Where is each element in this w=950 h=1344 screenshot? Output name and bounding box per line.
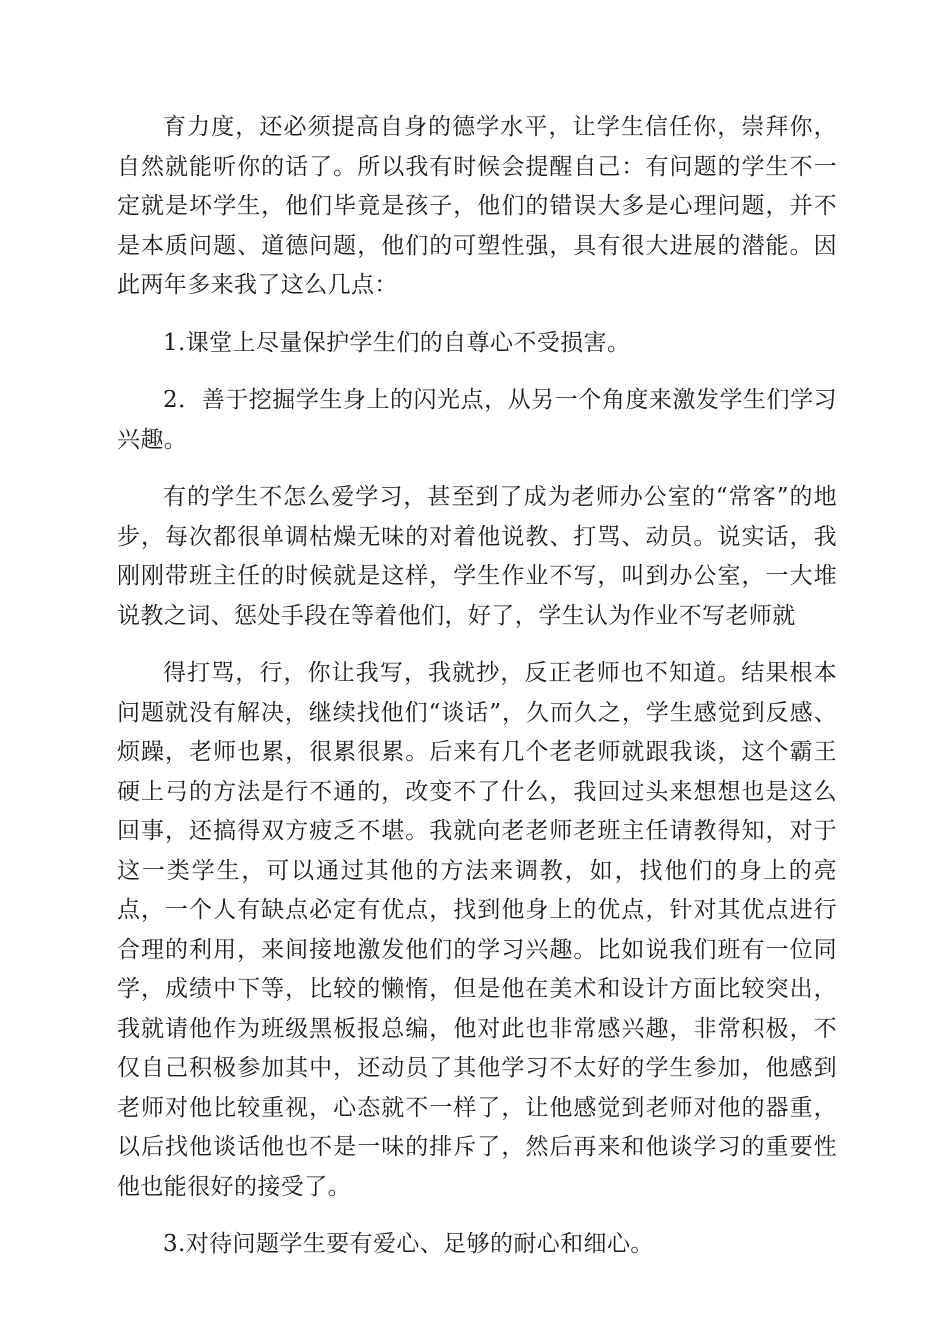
paragraph-intro: 育力度，还必须提高自身的德学水平，让学生信任你，崇拜你，自然就能听你的话了。所以我有时候会提醒自己：有问题的学生不一定就是坏学生，他们毕竟是孩子，他们的错误大多是心理问题，并不是本质问题、道德问题，他们的可塑性强，具有很大进展的潜能。因此两年多来我了这么几点： [117,114,837,298]
paragraph-point-3: 3.对待问题学生要有爱心、足够的耐心和细心。 [163,1231,654,1257]
document-body [117,108,837,1283]
paragraph-example-continued: 得打骂，行，你让我写，我就抄，反正老师也不知道。结果根本问题就没有解决，继续找他们“谈话”，久而久之，学生感觉到反感、烦躁，老师也累，很累很累。后来有几个老老师就跟我谈，这个霸王硬上弓的方法是行不通的，改变不了什么，我回过头来想想也是这么回事，还搞得双方疲乏不堪。我就向老老师老班主任请教得知，对于这一类学生，可以通过其他的方法来调教，如，找他们的身上的亮点，一个人有缺点必定有优点，找到他身上的优点，针对其优点进行合理的利用，来间接地激发他们的学习兴趣。比如说我们班有一位同学，成绩中下等，比较的懒惰，但是他在美术和设计方面比较突出，我就请他作为班级黑板报总编，他对此也非常感兴趣，非常积极，不仅自己积极参加其中，还动员了其他学习不太好的学生参加，他感到老师对他比较重视，心态就不一样了，让他感觉到老师对他的器重，以后找他谈话他也不是一味的排斥了，然后再来和他谈学习的重要性他也能很好的接受了。 [117,660,837,1200]
paragraph-example-start: 有的学生不怎么爱学习，甚至到了成为老师办公室的“常客”的地步，每次都很单调枯燥无味的对着他说教、打骂、动员。说实话，我刚刚带班主任的时候就是这样，学生作业不写，叫到办公室，一大堆说教之词、惩处手段在等着他们，好了，学生认为作业不写老师就 [117,484,837,629]
paragraph-point-2: 2．善于挖掘学生身上的闪光点，从另一个角度来激发学生们学习兴趣。 [117,387,837,453]
paragraph-point-1: 1.课堂上尽量保护学生们的自尊心不受损害。 [163,329,631,356]
